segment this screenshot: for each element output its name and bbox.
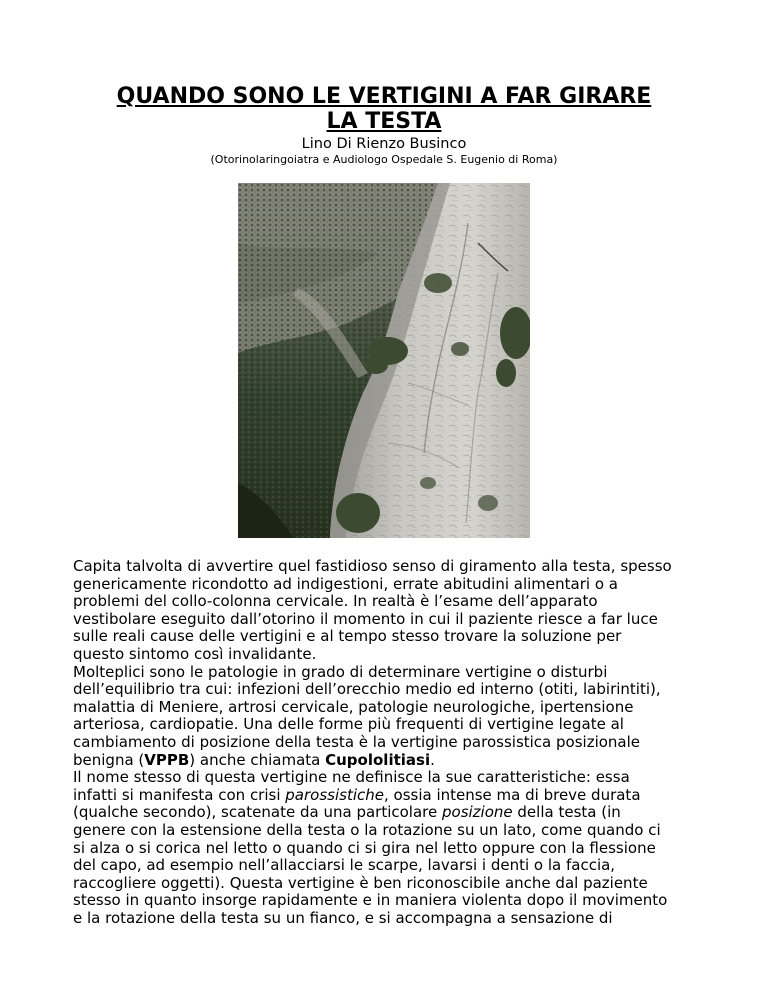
body-text-span: infatti si manifesta con crisi [73,785,286,804]
cliff-photo [238,183,530,538]
body-line [73,804,713,822]
body-line: questo sintomo così invalidante. [73,644,317,663]
cupololitiasi-term: Cupololitiasi [325,750,431,769]
vppb-abbreviation: VPPB [144,750,190,769]
title-line-2: LA TESTA [326,109,442,134]
author-name: Lino Di Rienzo Businco [301,136,467,152]
body-text-span: ) anche chiamata [189,750,326,769]
body-line: Il nome stesso di questa vertigine ne definisce la sue caratteristiche: essa [73,768,630,787]
body-line: stesso in quanto insorge rapidamente e in maniera violenta dopo il movimento [73,891,668,910]
body-line: genericamente ricondotto ad indigestioni, errate abitudini alimentari o a [73,574,618,593]
body-line: genere con la estensione della testa o la rotazione su un lato, come quando ci [73,820,661,839]
cliff-photo-icon [238,183,530,538]
body-line: raccogliere oggetti). Questa vertigine è ben riconoscibile anche dal paziente [73,873,648,892]
body-text-span: . [430,750,435,769]
article-body [73,558,713,927]
body-line: si alza o si corica nel letto o quando ci si gira nel letto oppure con la flessione [73,838,656,857]
body-line: sulle reali cause delle vertigini e al tempo stesso trovare la soluzione per [73,627,622,646]
body-line: arteriosa, cardiopatie. Una delle forme più frequenti di vertigine legate al [73,715,624,734]
body-text-span: , ossia intense ma di breve durata [383,785,641,804]
posizione-term: posizione [442,803,513,822]
body-line: vestibolare eseguito dall’otorino il momento in cui il paziente riesce a far luce [73,609,658,628]
body-line: Molteplici sono le patologie in grado di determinare vertigine o disturbi [73,662,608,681]
body-line [73,787,713,805]
body-line: malattia di Meniere, artrosi cervicale, patologie neurologiche, ipertensione [73,697,634,716]
body-line: cambiamento di posizione della testa è la vertigine parossistica posizionale [73,732,641,751]
body-line: del capo, ad esempio nell’allacciarsi le scarpe, lavarsi i denti o la faccia, [73,856,616,875]
author-affiliation: (Otorinolaringoiatra e Audiologo Ospedale S. Eugenio di Roma) [210,153,558,166]
title-line-1: QUANDO SONO LE VERTIGINI A FAR GIRARE [116,84,652,109]
body-line: problemi del collo-colonna cervicale. In realtà è l’esame dell’apparato [73,592,598,611]
body-line [73,752,713,770]
body-line: dell’equilibrio tra cui: infezioni dell’orecchio medio ed interno (otiti, labirintiti), [73,680,661,699]
body-text-span: della testa (in [512,803,621,822]
body-line: Capita talvolta di avvertire quel fastidioso senso di giramento alla testa, spesso [73,557,672,575]
body-text-span: (qualche secondo), scatenate da una particolare [73,803,442,822]
body-text-span: benigna ( [73,750,145,769]
parossistiche-term: parossistiche [285,785,384,804]
body-line: e la rotazione della testa su un fianco, e si accompagna a sensazione di [73,908,613,927]
document-title [60,84,708,134]
